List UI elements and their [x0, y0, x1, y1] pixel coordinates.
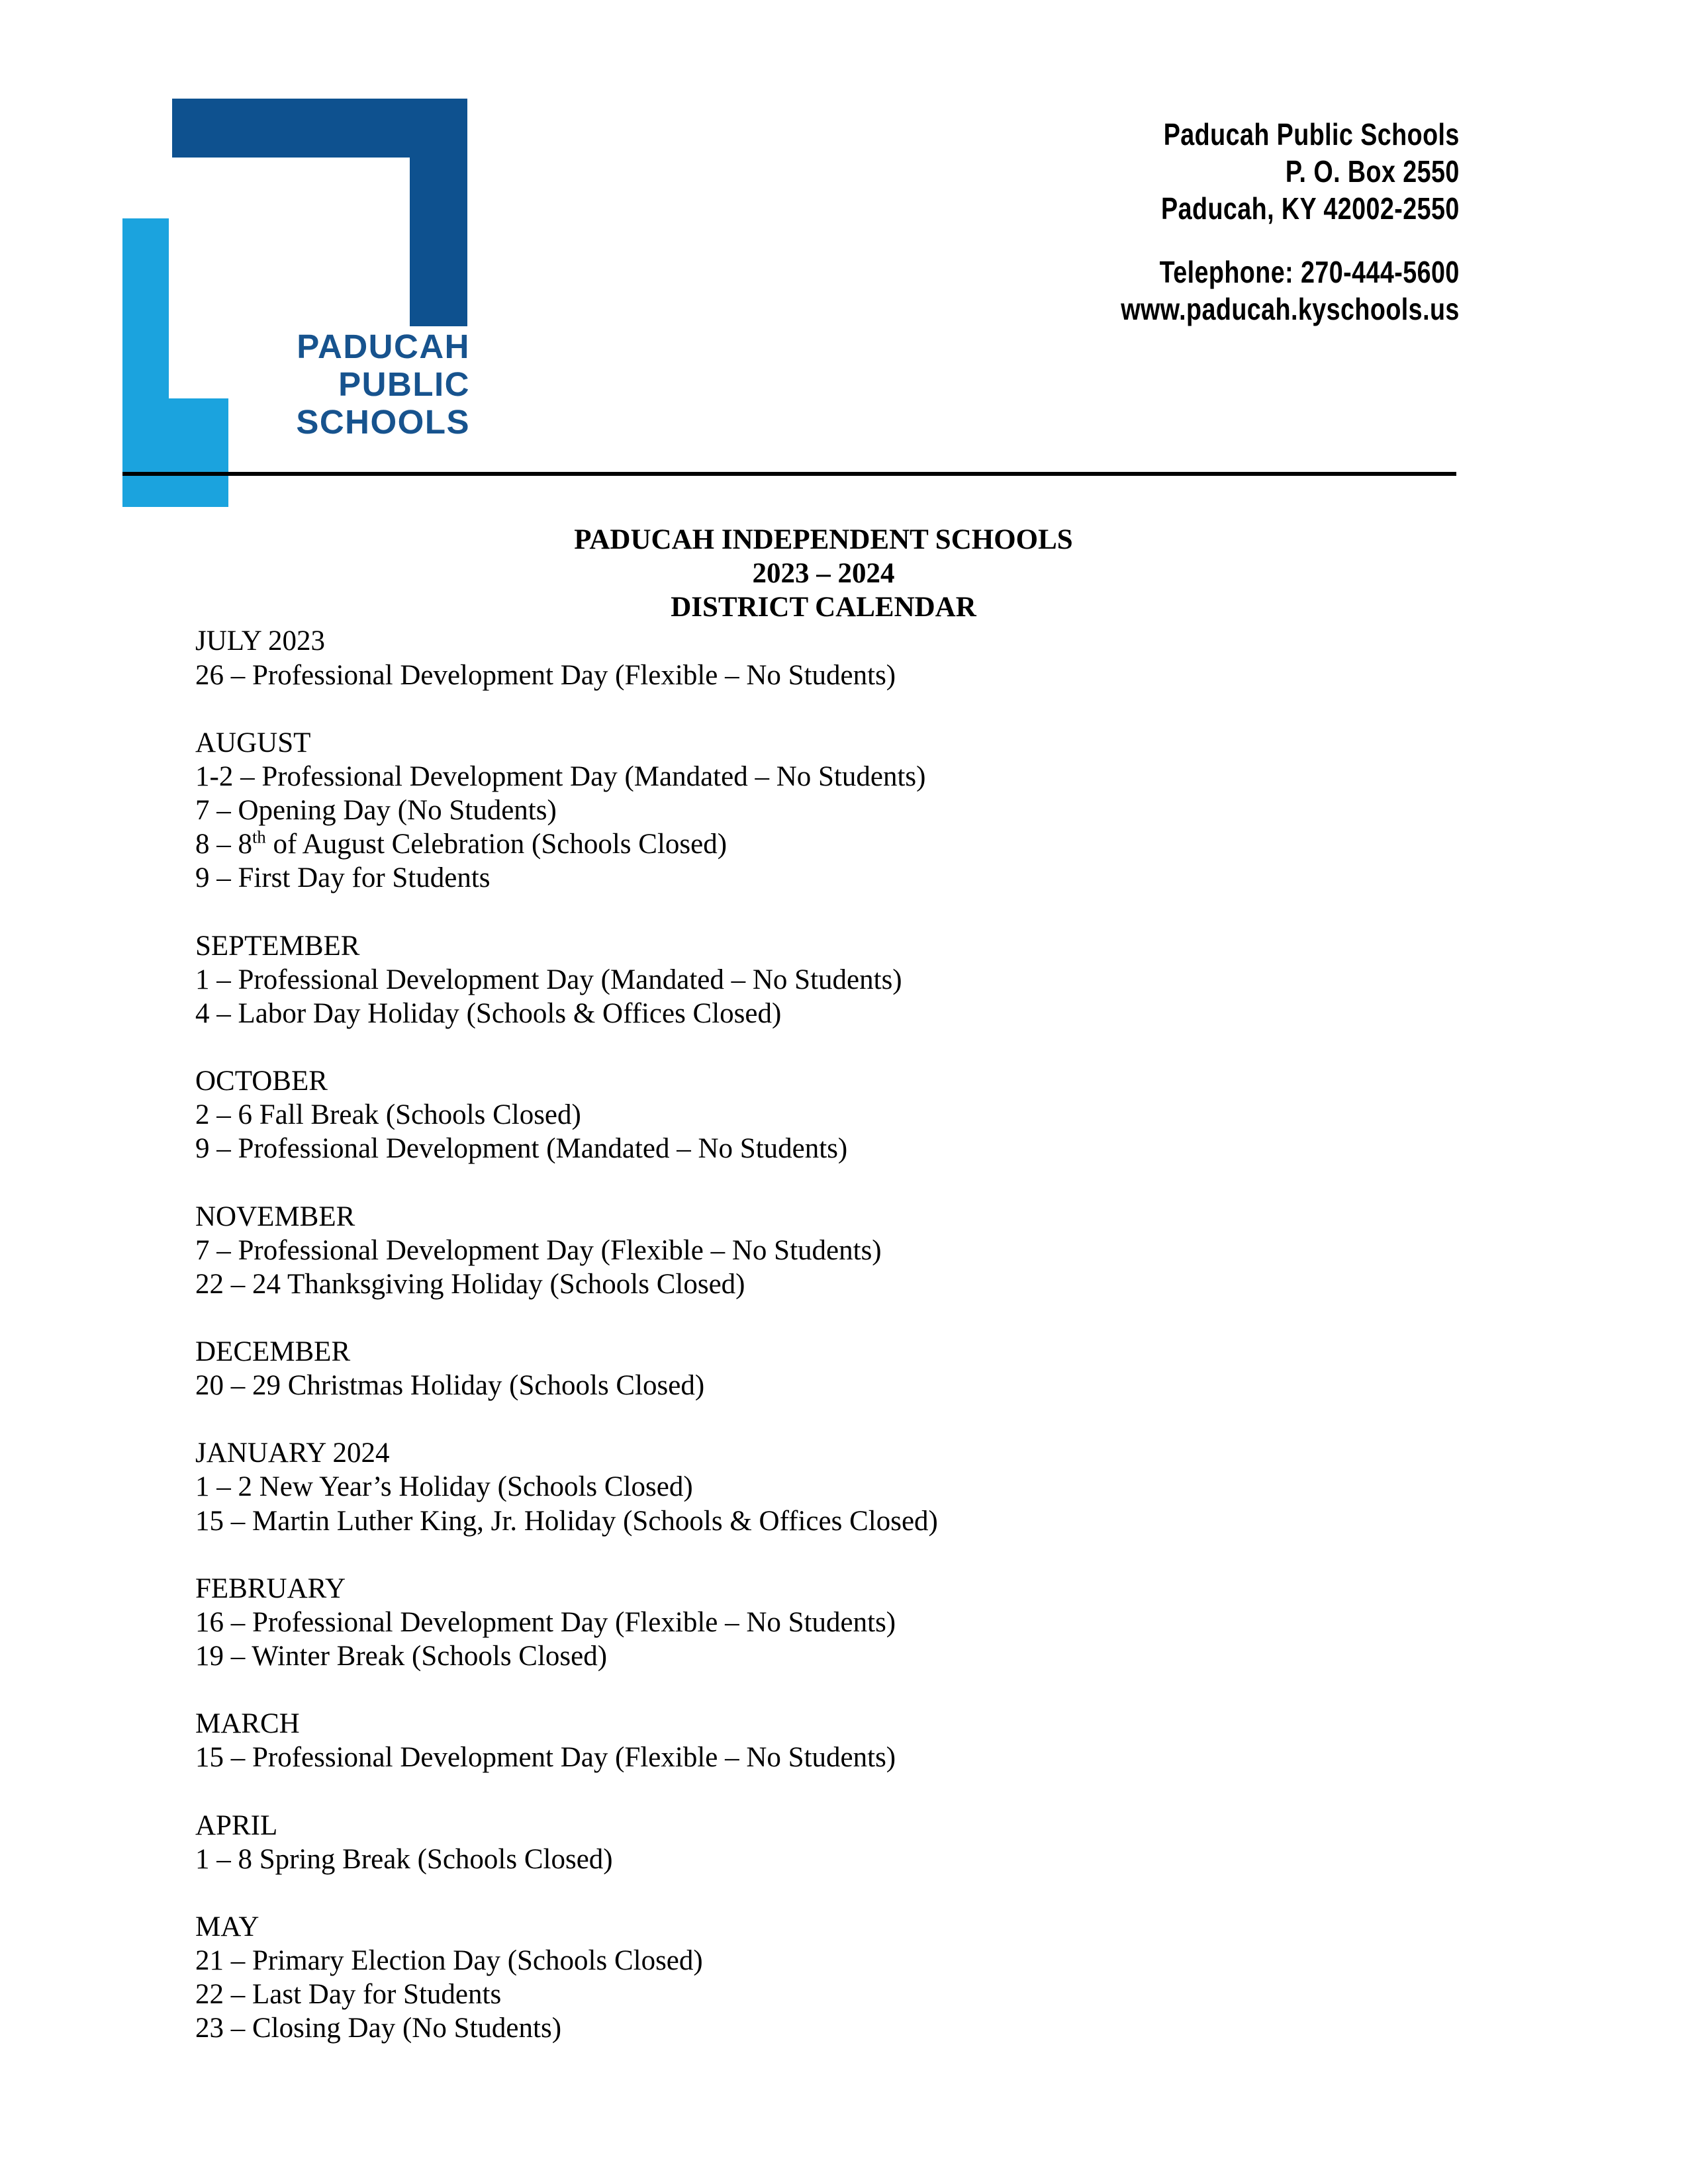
title-line-district: PADUCAH INDEPENDENT SCHOOLS: [574, 524, 1073, 555]
calendar-entry: 7 – Professional Development Day (Flexible – No Students): [195, 1234, 882, 1266]
po-box-line: P. O. Box 2550: [1286, 154, 1460, 189]
month-heading: SEPTEMBER: [195, 930, 360, 962]
month-spacer: [195, 1673, 1688, 1707]
calendar-entry: 15 – Martin Luther King, Jr. Holiday (Schools & Offices Closed): [195, 1505, 938, 1537]
month-spacer: [195, 895, 1688, 929]
month-heading: JANUARY 2024: [195, 1437, 390, 1469]
calendar-entry: 1 – 8 Spring Break (Schools Closed): [195, 1843, 613, 1875]
logo-wordmark-line-2: PUBLIC: [338, 365, 470, 404]
calendar-entry: 19 – Winter Break (Schools Closed): [195, 1641, 608, 1672]
letterhead: [0, 0, 1688, 503]
calendar-entry: 9 – First Day for Students: [195, 862, 491, 894]
contact-spacer: [1121, 227, 1460, 253]
logo-wordmark-line-3: SCHOOLS: [296, 403, 470, 441]
calendar-entry: 2 – 6 Fall Break (Schools Closed): [195, 1099, 581, 1131]
calendar-entry: 9 – Professional Development (Mandated – No Students): [195, 1133, 848, 1165]
month-block: [195, 1809, 1688, 1910]
calendar-entry: 8 – 8th of August Celebration (Schools Closed): [195, 827, 727, 860]
telephone-line: Telephone: 270-444-5600: [1159, 255, 1460, 290]
month-heading: JULY 2023: [195, 625, 325, 657]
month-block: [195, 624, 1688, 725]
document-body: [0, 523, 1688, 2045]
organization-name: Paducah Public Schools: [1163, 117, 1460, 152]
month-block: [195, 726, 1688, 929]
calendar-entry: 22 – 24 Thanksgiving Holiday (Schools Closed): [195, 1268, 745, 1300]
city-state-zip-line: Paducah, KY 42002-2550: [1161, 191, 1460, 226]
page-title: [0, 523, 1688, 624]
month-block: [195, 929, 1688, 1064]
logo-light-foot: [122, 398, 228, 507]
calendar-entry: 26 – Professional Development Day (Flexible – No Students): [195, 659, 896, 691]
month-heading: MAY: [195, 1911, 259, 1942]
header-divider-rule: [122, 472, 1456, 476]
logo-wordmark-line-1: PADUCAH: [297, 328, 470, 365]
month-spacer: [195, 1301, 1688, 1335]
month-block: [195, 1064, 1688, 1199]
website-link[interactable]: www.paducah.kyschools.us: [1121, 292, 1460, 327]
month-spacer: [195, 1166, 1688, 1200]
calendar-entry: 1 – Professional Development Day (Mandated – No Students): [195, 964, 902, 995]
month-block: [195, 1572, 1688, 1707]
month-heading: DECEMBER: [195, 1336, 351, 1367]
calendar-entry: 21 – Primary Election Day (Schools Closed): [195, 1945, 703, 1976]
month-heading: APRIL: [195, 1809, 278, 1841]
month-heading: OCTOBER: [195, 1066, 328, 1097]
month-spacer: [195, 1402, 1688, 1436]
title-line-school-year: 2023 – 2024: [752, 558, 895, 590]
month-heading: MARCH: [195, 1708, 300, 1740]
calendar-entry: 7 – Opening Day (No Students): [195, 795, 557, 827]
calendar-entry: 16 – Professional Development Day (Flexible – No Students): [195, 1606, 896, 1638]
month-heading: AUGUST: [195, 727, 311, 758]
calendar-entry: 22 – Last Day for Students: [195, 1979, 502, 2011]
month-spacer: [195, 692, 1688, 726]
month-spacer: [195, 1030, 1688, 1064]
calendar-entry: 4 – Labor Day Holiday (Schools & Offices Closed): [195, 997, 782, 1029]
month-block: [195, 1707, 1688, 1808]
paducah-public-schools-logo: [106, 66, 477, 450]
title-line-calendar: DISTRICT CALENDAR: [671, 592, 976, 623]
month-spacer: [195, 1876, 1688, 1910]
month-spacer: [195, 1775, 1688, 1809]
month-block: [195, 1200, 1688, 1335]
month-spacer: [195, 1538, 1688, 1572]
logo-dark-vertical-stem: [410, 99, 467, 326]
calendar-entry: 20 – 29 Christmas Holiday (Schools Closed): [195, 1370, 705, 1402]
month-block: [195, 1910, 1688, 2046]
calendar-entry: 15 – Professional Development Day (Flexible – No Students): [195, 1742, 896, 1774]
month-heading: NOVEMBER: [195, 1201, 355, 1232]
month-heading: FEBRUARY: [195, 1572, 346, 1604]
month-block: [195, 1335, 1688, 1436]
calendar-entry: 1-2 – Professional Development Day (Mandated – No Students): [195, 760, 926, 792]
contact-information-block: [1121, 116, 1460, 328]
month-block: [195, 1436, 1688, 1571]
calendar-entry: 23 – Closing Day (No Students): [195, 2013, 562, 2044]
logo-wordmark: [238, 328, 470, 441]
district-calendar-list: [0, 624, 1688, 2045]
calendar-entry: 1 – 2 New Year’s Holiday (Schools Closed): [195, 1471, 693, 1503]
